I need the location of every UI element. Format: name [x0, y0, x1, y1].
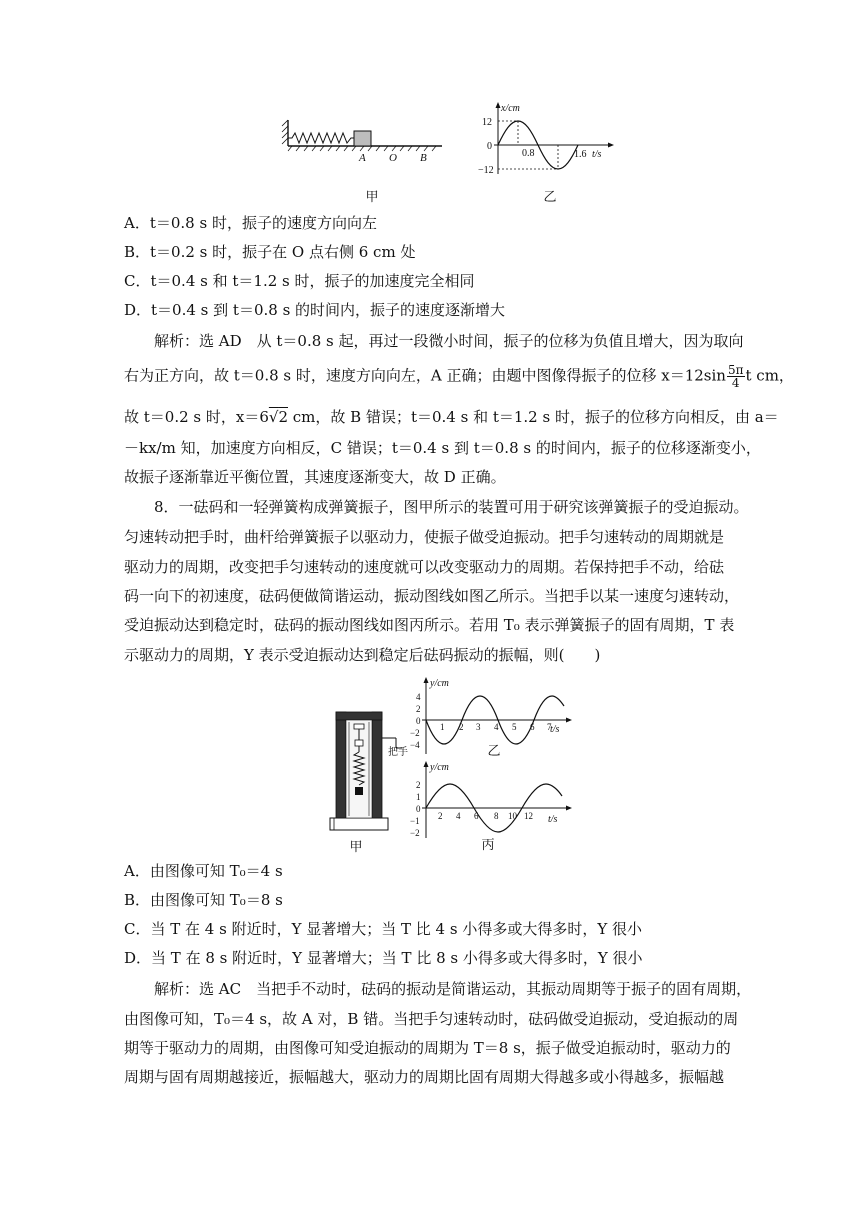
y-axis-label: y/cm	[430, 678, 449, 689]
q8-option-c: C．当 T 在 4 s 附近时，Y 显著增大；当 T 比 4 s 小得多或大得多时，Y 很小	[124, 920, 643, 938]
tick-12: 12	[482, 117, 492, 128]
y-axis-label: y/cm	[430, 762, 449, 773]
q7-option-b: B．t＝0.2 s 时，振子在 O 点右侧 6 cm 处	[124, 243, 416, 261]
y-tick-neg2: −2	[410, 728, 420, 738]
y-tick-0: 0	[416, 804, 421, 814]
q8-figure-bing-caption: 丙	[481, 838, 495, 853]
q7-analysis-line-5: 故振子逐渐靠近平衡位置，其速度逐渐变大，故 D 正确。	[124, 468, 506, 486]
point-label-a: A	[359, 152, 366, 164]
q8-figure-bing	[408, 758, 578, 840]
q8-option-a: A．由图像可知 T₀＝4 s	[124, 862, 283, 880]
y-tick-neg1: −1	[410, 816, 420, 826]
q7-figure-yi-caption: 乙	[543, 190, 557, 205]
x-tick-2: 2	[459, 722, 464, 732]
y-tick-neg2: −2	[410, 828, 420, 838]
q7-option-c: C．t＝0.4 s 和 t＝1.2 s 时，振子的加速度完全相同	[124, 272, 475, 290]
x-tick-4: 4	[456, 811, 461, 821]
x-tick-1: 1	[440, 722, 445, 732]
x-tick-6: 6	[530, 722, 535, 732]
y-tick-1: 1	[416, 792, 421, 802]
q7-analysis-line-2: 右为正方向，故 t＝0.8 s 时，速度方向向左，A 正确；由题中图像得振子的位移 x＝12sin $\frac{5\pi}{4}$ t cm，	[124, 363, 794, 390]
tick-0: 0	[487, 141, 492, 152]
tick-0-8: 0.8	[522, 148, 535, 159]
q8-stem-line-5: 受迫振动达到稳定时，砝码的振动图线如图丙所示。若用 T₀ 表示弹簧振子的固有周期，T 表	[124, 616, 735, 634]
q8-stem-line-3: 驱动力的周期，改变把手匀速转动的速度就可以改变驱动力的周期。若保持把手不动，给砝	[124, 558, 725, 576]
q8-stem-line-1: 8．一砝码和一轻弹簧构成弹簧振子，图甲所示的装置可用于研究该弹簧振子的受迫振动。	[154, 498, 749, 516]
weight-block	[355, 787, 363, 795]
x-tick-8: 8	[494, 811, 499, 821]
tick-1-6: 1.6	[574, 149, 587, 160]
q8-stem-line-6: 示驱动力的周期，Y 表示受迫振动达到稳定后砝码振动的振幅，则( )	[124, 646, 601, 664]
x-tick-7: 7	[547, 722, 552, 732]
x-tick-4: 4	[494, 722, 499, 732]
x-tick-5: 5	[512, 722, 517, 732]
q7-analysis-line-1: 解析：选 AD 从 t＝0.8 s 起，再过一段微小时间，振子的位移为负值且增大，因为取向	[154, 332, 744, 350]
y-tick-4: 4	[416, 692, 421, 702]
q7-option-d: D．t＝0.4 s 到 t＝0.8 s 的时间内，振子的速度逐渐增大	[124, 301, 506, 319]
q8-figure-jia	[322, 708, 422, 836]
q8-figure-yi-caption: 乙	[487, 744, 501, 759]
y-axis-label: x/cm	[501, 103, 520, 114]
q7-analysis-line-4: －kx/m 知，加速度方向相反，C 错误；t＝0.4 s 到 t＝0.8 s 的时间内，振子的位移逐渐变小，	[124, 439, 761, 457]
tick-neg12: −12	[478, 165, 494, 176]
handle-label: 把手	[388, 747, 408, 758]
point-label-o: O	[389, 152, 397, 164]
fraction-5pi-over-4: $\frac{5\pi}{4}$	[727, 363, 744, 390]
spring-icon	[288, 133, 354, 143]
x-tick-6: 6	[474, 811, 479, 821]
q8-option-b: B．由图像可知 T₀＝8 s	[124, 891, 283, 909]
q8-stem-line-4: 码一向下的初速度，砝码便做简谐运动，振动图线如图乙所示。当把手以某一速度匀速转动，	[124, 587, 740, 605]
x-tick-3: 3	[476, 722, 481, 732]
x-axis-label: t/s	[592, 149, 602, 160]
q8-analysis-line-2: 由图像可知，T₀＝4 s，故 A 对，B 错。当把手匀速转动时，砝码做受迫振动，受迫振动的周	[124, 1010, 739, 1028]
y-tick-neg4: −4	[410, 740, 420, 750]
x-tick-12: 12	[524, 811, 533, 821]
q7-analysis-line-3: 故 t＝0.2 s 时，x＝6√2 cm，故 B 错误；t＝0.4 s 和 t＝1.2 s 时，振子的位移方向相反，由 a＝	[124, 408, 779, 426]
x-tick-2: 2	[438, 811, 443, 821]
q7-figure-jia-caption: 甲	[365, 190, 379, 205]
x-axis-label: t/s	[550, 724, 560, 735]
q7-figure-jia	[280, 112, 450, 168]
x-axis-label: t/s	[548, 814, 558, 825]
q8-analysis-line-1: 解析：选 AC 当把手不动时，砝码的振动是简谐运动，其振动周期等于振子的固有周期，	[154, 980, 752, 998]
point-label-b: B	[420, 152, 427, 164]
y-tick-2: 2	[416, 780, 421, 790]
x-tick-10: 10	[508, 811, 517, 821]
q8-analysis-line-3: 期等于驱动力的周期，由图像可知受迫振动的周期为 T＝8 s，振子做受迫振动时，驱动力的	[124, 1039, 731, 1057]
q8-option-d: D．当 T 在 8 s 附近时，Y 显著增大；当 T 比 8 s 小得多或大得多时，Y 很小	[124, 949, 643, 967]
y-tick-0: 0	[416, 716, 421, 726]
q8-stem-line-2: 匀速转动把手时，曲杆给弹簧振子以驱动力，使振子做受迫振动。把手匀速转动的周期就是	[124, 528, 725, 546]
y-tick-2: 2	[416, 704, 421, 714]
q8-figure-jia-caption: 甲	[349, 840, 363, 855]
oscillator-block	[354, 131, 371, 146]
q7-figure-yi	[478, 100, 618, 180]
q7-option-a: A．t＝0.8 s 时，振子的速度方向向左	[124, 214, 377, 232]
q8-analysis-line-4: 周期与固有周期越接近，振幅越大，驱动力的周期比固有周期大得越多或小得越多，振幅越	[124, 1068, 725, 1086]
